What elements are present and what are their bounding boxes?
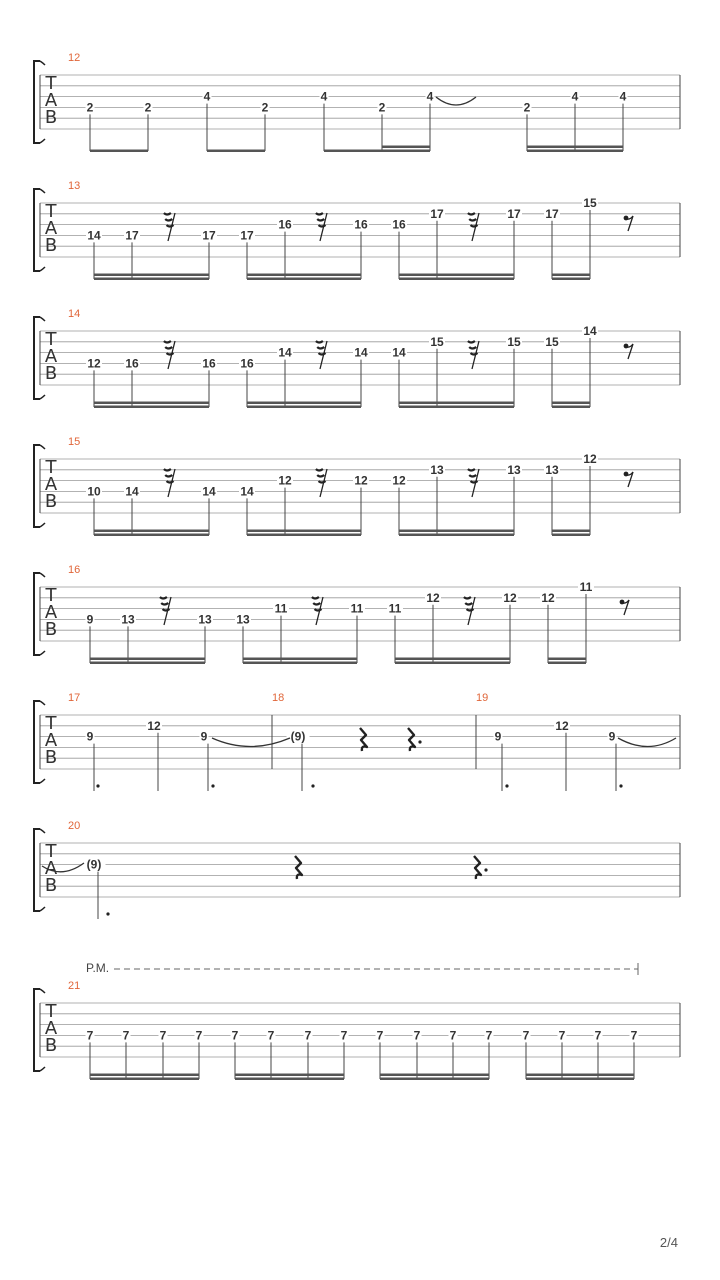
rest-quarter-icon — [360, 728, 367, 751]
tie-icon — [212, 738, 290, 747]
measure-number: 18 — [272, 692, 285, 704]
fret-number: 12 — [426, 590, 440, 605]
system-bracket — [34, 989, 40, 1071]
fret-number: 12 — [583, 452, 597, 466]
dot-icon — [619, 784, 622, 787]
fret-number: 7 — [304, 1028, 312, 1043]
fret-number: 15 — [507, 334, 521, 349]
beam — [90, 1078, 199, 1081]
fret-number: 14 — [278, 345, 292, 360]
fret-number: 7 — [86, 1028, 94, 1043]
beam — [395, 662, 510, 665]
measure-number: 16 — [68, 564, 81, 576]
fret-number: 11 — [350, 601, 364, 616]
fret-number: 13 — [236, 612, 250, 627]
fret-number: 12 — [147, 718, 161, 733]
system-bracket — [34, 829, 40, 911]
tab-clef-a: A — [44, 90, 58, 111]
beam — [247, 402, 361, 405]
fret-number: 4 — [619, 89, 627, 104]
beam — [552, 406, 590, 409]
fret-number: 16 — [125, 356, 139, 371]
beam — [247, 530, 361, 533]
fret-number: 12 — [392, 473, 406, 488]
dot-icon — [106, 912, 109, 915]
fret-number: 14 — [125, 484, 139, 499]
tab-system — [34, 692, 680, 791]
beam — [395, 658, 510, 661]
tab-clef-a: A — [44, 218, 58, 239]
fret-number: 16 — [202, 356, 216, 371]
rest-quarter-icon — [474, 856, 481, 879]
tie-icon — [436, 97, 476, 105]
tab-clef-a: A — [44, 730, 58, 751]
palm-mute-label: P.M. — [86, 961, 110, 975]
beam — [94, 274, 209, 277]
tab-system — [34, 564, 680, 664]
beam — [527, 150, 623, 153]
fret-number: 11 — [579, 580, 593, 594]
tab-clef-t: T — [45, 841, 57, 862]
beam — [552, 534, 590, 537]
measure-number: 15 — [68, 436, 81, 448]
dot-icon — [211, 784, 214, 787]
fret-number: 17 — [545, 206, 559, 221]
tab-system — [34, 308, 680, 408]
rest-quarter-icon — [408, 728, 415, 751]
fret-number: 4 — [320, 89, 328, 104]
beam — [94, 402, 209, 405]
beam — [90, 150, 148, 153]
beam — [380, 1078, 489, 1081]
beam — [90, 1074, 199, 1077]
measure-number: 14 — [68, 308, 81, 320]
fret-number: (9) — [86, 857, 102, 872]
tab-clef-b: B — [44, 491, 58, 512]
fret-number: 14 — [240, 484, 254, 499]
fret-number: 16 — [354, 217, 368, 232]
fret-number: 14 — [583, 324, 597, 338]
fret-number: 7 — [195, 1028, 203, 1043]
fret-number: (9) — [290, 729, 306, 744]
fret-number: 14 — [87, 228, 101, 243]
fret-number: 16 — [278, 217, 292, 232]
fret-number: 10 — [87, 484, 101, 499]
fret-number: 7 — [340, 1028, 348, 1043]
beam — [247, 534, 361, 537]
fret-number: 12 — [503, 590, 517, 605]
fret-number: 16 — [392, 217, 406, 232]
fret-number: 15 — [430, 334, 444, 349]
fret-number: 2 — [523, 100, 531, 115]
tab-clef-b: B — [44, 1035, 58, 1056]
beam — [247, 406, 361, 409]
beam — [548, 658, 586, 661]
fret-number: 2 — [144, 100, 152, 115]
fret-number: 12 — [278, 473, 292, 488]
dot-icon — [418, 740, 421, 743]
beam — [399, 274, 514, 277]
fret-number: 14 — [202, 484, 216, 499]
fret-number: 7 — [413, 1028, 421, 1043]
fret-number: 9 — [86, 612, 94, 627]
fret-number: 9 — [86, 729, 94, 744]
tie-icon — [618, 738, 676, 747]
fret-number: 7 — [558, 1028, 566, 1043]
fret-number: 11 — [274, 601, 288, 616]
tab-system — [34, 961, 680, 1080]
tab-clef-a: A — [44, 858, 58, 879]
beam — [399, 530, 514, 533]
fret-number: 11 — [388, 601, 402, 616]
system-bracket — [34, 445, 40, 527]
tab-clef-a: A — [44, 602, 58, 623]
tab-system — [34, 52, 680, 152]
beam — [380, 1074, 489, 1077]
measure-number: 20 — [68, 820, 81, 832]
rest-quarter-icon — [295, 856, 302, 879]
dot-icon — [505, 784, 508, 787]
fret-number: 13 — [121, 612, 135, 627]
beam — [527, 146, 623, 149]
beam — [552, 530, 590, 533]
beam — [526, 1078, 634, 1081]
fret-number: 12 — [87, 356, 101, 371]
fret-number: 14 — [354, 345, 368, 360]
beam — [247, 278, 361, 281]
fret-number: 17 — [240, 228, 254, 243]
beam — [552, 274, 590, 277]
system-bracket — [34, 573, 40, 655]
fret-number: 17 — [430, 206, 444, 221]
fret-number: 7 — [485, 1028, 493, 1043]
fret-number: 15 — [545, 334, 559, 349]
system-bracket — [34, 189, 40, 271]
tab-clef-a: A — [44, 346, 58, 367]
fret-number: 13 — [430, 462, 444, 477]
beam — [243, 658, 357, 661]
fret-number: 16 — [240, 356, 254, 371]
tab-clef-a: A — [44, 474, 58, 495]
fret-number: 2 — [86, 100, 94, 115]
tab-clef-b: B — [44, 875, 58, 896]
tab-clef-b: B — [44, 363, 58, 384]
fret-number: 4 — [426, 89, 434, 104]
tab-clef-t: T — [45, 457, 57, 478]
tab-clef-t: T — [45, 585, 57, 606]
fret-number: 13 — [198, 612, 212, 627]
fret-number: 17 — [125, 228, 139, 243]
beam — [94, 278, 209, 281]
beam — [399, 278, 514, 281]
beam — [94, 530, 209, 533]
fret-number: 12 — [354, 473, 368, 488]
measure-number: 12 — [68, 52, 81, 64]
system-bracket — [34, 61, 40, 143]
beam — [526, 1074, 634, 1077]
measure-number: 21 — [68, 980, 81, 992]
beam — [90, 662, 205, 665]
beam — [94, 534, 209, 537]
fret-number: 13 — [545, 462, 559, 477]
fret-number: 14 — [392, 345, 406, 360]
tab-clef-b: B — [44, 107, 58, 128]
dot-icon — [484, 868, 487, 871]
fret-number: 7 — [159, 1028, 167, 1043]
tab-clef-b: B — [44, 235, 58, 256]
fret-number: 9 — [608, 729, 616, 744]
beam — [552, 278, 590, 281]
beam — [548, 662, 586, 665]
fret-number: 7 — [267, 1028, 275, 1043]
tab-clef-t: T — [45, 1001, 57, 1022]
tab-clef-t: T — [45, 713, 57, 734]
tab-clef-t: T — [45, 73, 57, 94]
fret-number: 9 — [200, 729, 208, 744]
measure-number: 19 — [476, 692, 489, 704]
fret-number: 13 — [507, 462, 521, 477]
beam — [399, 402, 514, 405]
beam — [552, 402, 590, 405]
fret-number: 4 — [571, 89, 579, 104]
fret-number: 7 — [594, 1028, 602, 1043]
fret-number: 4 — [203, 89, 211, 104]
fret-number: 7 — [122, 1028, 130, 1043]
fret-number: 9 — [494, 729, 502, 744]
fret-number: 7 — [231, 1028, 239, 1043]
tab-system — [34, 436, 680, 536]
fret-number: 7 — [449, 1028, 457, 1043]
fret-number: 2 — [261, 100, 269, 115]
tab-system — [34, 820, 680, 919]
fret-number: 17 — [507, 206, 521, 221]
beam — [382, 146, 430, 149]
tab-clef-a: A — [44, 1018, 58, 1039]
tab-clef-b: B — [44, 747, 58, 768]
system-bracket — [34, 701, 40, 783]
fret-number: 12 — [541, 590, 555, 605]
fret-number: 7 — [522, 1028, 530, 1043]
beam — [243, 662, 357, 665]
tab-clef-t: T — [45, 201, 57, 222]
fret-number: 7 — [376, 1028, 384, 1043]
fret-number: 2 — [378, 100, 386, 115]
page-number: 2/4 — [659, 1235, 678, 1250]
fret-number: 12 — [555, 718, 569, 733]
measure-number: 17 — [68, 692, 81, 704]
beam — [235, 1074, 344, 1077]
dot-icon — [96, 784, 99, 787]
beam — [399, 534, 514, 537]
beam — [90, 658, 205, 661]
beam — [382, 150, 430, 153]
fret-number: 17 — [202, 228, 216, 243]
tab-clef-t: T — [45, 329, 57, 350]
beam — [399, 406, 514, 409]
beam — [247, 274, 361, 277]
beam — [207, 150, 265, 153]
system-bracket — [34, 317, 40, 399]
tab-clef-b: B — [44, 619, 58, 640]
measure-number: 13 — [68, 180, 81, 192]
tab-system — [34, 180, 680, 280]
fret-number: 15 — [583, 196, 597, 210]
beam — [235, 1078, 344, 1081]
fret-number: 7 — [630, 1028, 638, 1043]
beam — [94, 406, 209, 409]
dot-icon — [311, 784, 314, 787]
